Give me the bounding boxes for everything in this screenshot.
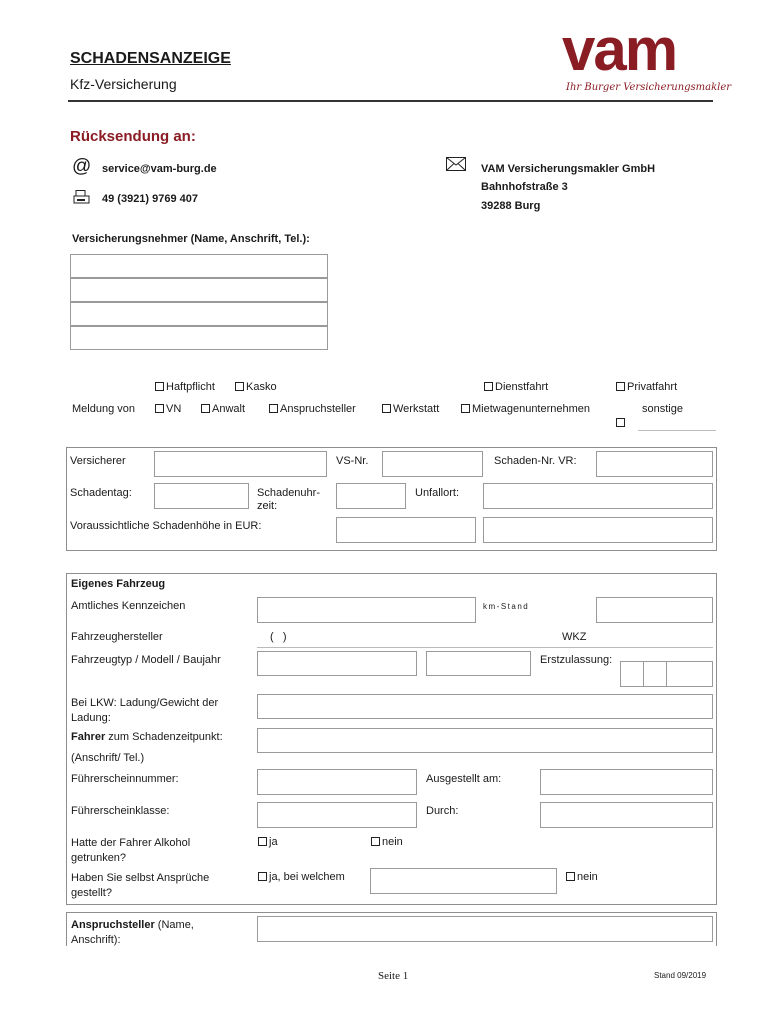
typ-field-1[interactable]	[257, 651, 417, 676]
haftpflicht-checkbox[interactable]: Haftpflicht	[155, 381, 215, 393]
anspruchsteller-label: Anspruchsteller (Name, Anschrift):	[71, 919, 194, 946]
ausgestellt-label: Ausgestellt am:	[426, 773, 502, 785]
company-street: Bahnhofstraße 3	[481, 181, 568, 193]
vn-field-4[interactable]	[70, 326, 328, 350]
mietwagen-checkbox[interactable]: Mietwagenunternehmen	[461, 403, 590, 415]
meldung-von-label: Meldung von	[72, 403, 135, 415]
vn-field-2[interactable]	[70, 278, 328, 302]
fahrer-label: Fahrer zum Schadenzeitpunkt:	[71, 731, 223, 743]
vsnr-field[interactable]	[382, 451, 483, 477]
fs-nummer-label: Führerscheinnummer:	[71, 773, 179, 785]
fax-icon	[73, 190, 90, 204]
fs-klasse-label: Führerscheinklasse:	[71, 805, 170, 817]
wkz-line[interactable]	[592, 647, 713, 648]
durch-label: Durch:	[426, 805, 459, 817]
kasko-checkbox[interactable]: Kasko	[235, 381, 277, 393]
checkbox-icon	[382, 404, 391, 413]
checkbox-icon	[616, 418, 625, 427]
schadentag-field[interactable]	[154, 483, 249, 509]
hersteller-label: Fahrzeughersteller	[71, 631, 163, 643]
page-subtitle: Kfz-Versicherung	[70, 76, 177, 92]
ansprueche-welchem-field[interactable]	[370, 868, 557, 894]
envelope-icon	[446, 157, 466, 171]
schadennr-field[interactable]	[596, 451, 713, 477]
stand-date: Stand 09/2019	[654, 971, 707, 980]
sonstige-checkbox[interactable]	[616, 417, 627, 429]
erstzulassung-month[interactable]	[643, 661, 667, 687]
erstzulassung-day[interactable]	[620, 661, 644, 687]
dienstfahrt-checkbox[interactable]: Dienstfahrt	[484, 381, 548, 393]
at-icon: @	[72, 156, 92, 177]
fahrzeug-heading: Eigenes Fahrzeug	[71, 578, 166, 590]
schadentag-label: Schadentag:	[70, 487, 132, 499]
schadenuhrzeit-field[interactable]	[336, 483, 406, 509]
anspruchsteller-field[interactable]	[257, 916, 713, 942]
checkbox-icon	[235, 382, 244, 391]
durch-field[interactable]	[540, 802, 713, 828]
alkohol-nein-checkbox[interactable]: nein	[371, 836, 403, 848]
ansprueche-label: Haben Sie selbst Ansprüche gestellt?	[71, 872, 210, 899]
fs-nummer-field[interactable]	[257, 769, 417, 795]
wkz-label: WKZ	[562, 631, 587, 643]
kmstand-field[interactable]	[596, 597, 713, 623]
ruecksendung-heading: Rücksendung an:	[70, 128, 196, 145]
ansprueche-ja-checkbox[interactable]: ja, bei welchem	[258, 871, 345, 883]
alkohol-label: Hatte der Fahrer Alkohol getrunken?	[71, 837, 191, 864]
lkw-field[interactable]	[257, 694, 713, 719]
werkstatt-checkbox[interactable]: Werkstatt	[382, 403, 439, 415]
unfallort-label: Unfallort:	[415, 487, 460, 499]
vsnr-label: VS-Nr.	[336, 455, 369, 467]
page-number: Seite 1	[378, 970, 409, 982]
schadenhoehe-field-1[interactable]	[336, 517, 476, 543]
checkbox-icon	[461, 404, 470, 413]
alkohol-ja-checkbox[interactable]: ja	[258, 836, 278, 848]
page-title: SCHADENSANZEIGE	[70, 50, 231, 67]
sonstige-label: sonstige	[642, 403, 683, 415]
checkbox-icon	[484, 382, 493, 391]
fahrer-anschrift-label: (Anschrift/ Tel.)	[71, 752, 145, 764]
checkbox-icon	[155, 404, 164, 413]
checkbox-icon	[616, 382, 625, 391]
sonstige-line[interactable]	[638, 430, 716, 431]
checkbox-icon	[269, 404, 278, 413]
company-city: 39288 Burg	[481, 200, 541, 212]
ansprueche-nein-checkbox[interactable]: nein	[566, 871, 598, 883]
versicherer-field[interactable]	[154, 451, 327, 477]
vn-field-3[interactable]	[70, 302, 328, 326]
kennzeichen-label: Amtliches Kennzeichen	[71, 600, 186, 612]
ausgestellt-field[interactable]	[540, 769, 713, 795]
lkw-label: Bei LKW: Ladung/Gewicht der Ladung:	[71, 697, 219, 724]
erstzulassung-year[interactable]	[666, 661, 713, 687]
typ-field-2[interactable]	[426, 651, 531, 676]
header-divider	[68, 100, 713, 102]
company-name: VAM Versicherungsmakler GmbH	[481, 163, 656, 175]
unfallort-field[interactable]	[483, 483, 713, 509]
schadenuhrzeit-label: Schadenuhr- zeit:	[257, 487, 320, 512]
typ-label: Fahrzeugtyp / Modell / Baujahr	[71, 654, 221, 666]
fahrer-field[interactable]	[257, 728, 713, 753]
vn-label: Versicherungsnehmer (Name, Anschrift, Tel.):	[72, 233, 310, 245]
logo-tagline: Ihr Burger Versicherungsmakler	[566, 82, 732, 93]
fax-text: 49 (3921) 9769 407	[102, 193, 199, 205]
vn-checkbox[interactable]: VN	[155, 403, 181, 415]
anwalt-checkbox[interactable]: Anwalt	[201, 403, 245, 415]
kennzeichen-field[interactable]	[257, 597, 476, 623]
privatfahrt-checkbox[interactable]: Privatfahrt	[616, 381, 677, 393]
checkbox-icon	[155, 382, 164, 391]
checkbox-icon	[258, 837, 267, 846]
schadenhoehe-label: Voraussichtliche Schadenhöhe in EUR:	[70, 520, 262, 532]
logo: vam	[562, 16, 677, 83]
fs-klasse-field[interactable]	[257, 802, 417, 828]
anspruchsteller-checkbox[interactable]: Anspruchsteller	[269, 403, 356, 415]
schadenhoehe-field-2[interactable]	[483, 517, 713, 543]
hersteller-line[interactable]	[257, 647, 592, 648]
checkbox-icon	[371, 837, 380, 846]
schadennr-label: Schaden-Nr. VR:	[494, 455, 577, 467]
checkbox-icon	[566, 872, 575, 881]
vn-field-1[interactable]	[70, 254, 328, 278]
checkbox-icon	[258, 872, 267, 881]
kmstand-label: km-Stand	[483, 602, 530, 611]
versicherer-label: Versicherer	[70, 455, 126, 467]
checkbox-icon	[201, 404, 210, 413]
hersteller-klammer: ( )	[270, 631, 287, 643]
erstzulassung-label: Erstzulassung:	[540, 654, 613, 666]
email-text: service@vam-burg.de	[102, 163, 217, 175]
